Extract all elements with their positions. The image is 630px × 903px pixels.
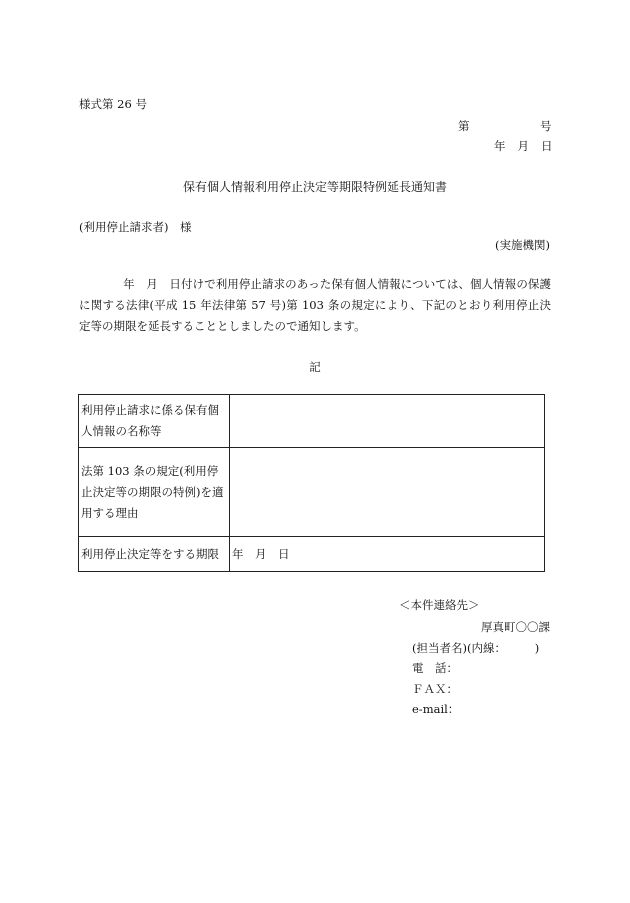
agency-name: (実施機関) — [495, 238, 550, 252]
row-label: 利用停止請求に係る保有個人情報の名称等 — [79, 395, 230, 448]
details-table — [78, 394, 545, 572]
row-label: 法第 103 条の規定(利用停止決定等の期限の特例)を適用する理由 — [79, 448, 230, 537]
contact-heading: ＜本件連絡先＞ — [399, 598, 480, 612]
form-number: 様式第 26 号 — [79, 97, 147, 111]
issue-date-year: 年 — [494, 139, 506, 153]
row-label: 利用停止決定等をする期限 — [79, 537, 230, 572]
row-value: 年 月 日 — [230, 537, 545, 572]
body-text: 年 月 日付けで利用停止請求のあった保有個人情報については、個人情報の保護に関する法律(平成 15 年法律第 57 号)第 103 条の規定により、下記のとおり利用停止決定等の期限を延長することとしましたので通知します。 — [79, 277, 551, 333]
contact-email: e-mail： — [412, 702, 460, 716]
issue-date-day: 日 — [541, 139, 553, 153]
addressee: (利用停止請求者) 様 — [79, 220, 192, 234]
issue-date-month: 月 — [517, 139, 529, 153]
document-number-suffix: 号 — [540, 119, 552, 133]
document-number-prefix: 第 — [458, 119, 470, 133]
contact-fax: ＦＡＸ： — [412, 682, 458, 696]
table-row — [79, 537, 545, 572]
contact-department: 厚真町〇〇課 — [481, 620, 550, 634]
document-title: 保有個人情報利用停止決定等期限特例延長通知書 — [182, 180, 447, 194]
row-value — [230, 395, 545, 448]
row-value — [230, 448, 545, 537]
issue-date — [494, 138, 553, 154]
contact-person: (担当者名)(内線： ) — [412, 641, 540, 655]
ki-heading: 記 — [309, 360, 321, 374]
body-paragraph — [79, 274, 551, 337]
contact-phone: 電 話： — [412, 661, 458, 675]
table-row — [79, 395, 545, 448]
table-row — [79, 448, 545, 537]
